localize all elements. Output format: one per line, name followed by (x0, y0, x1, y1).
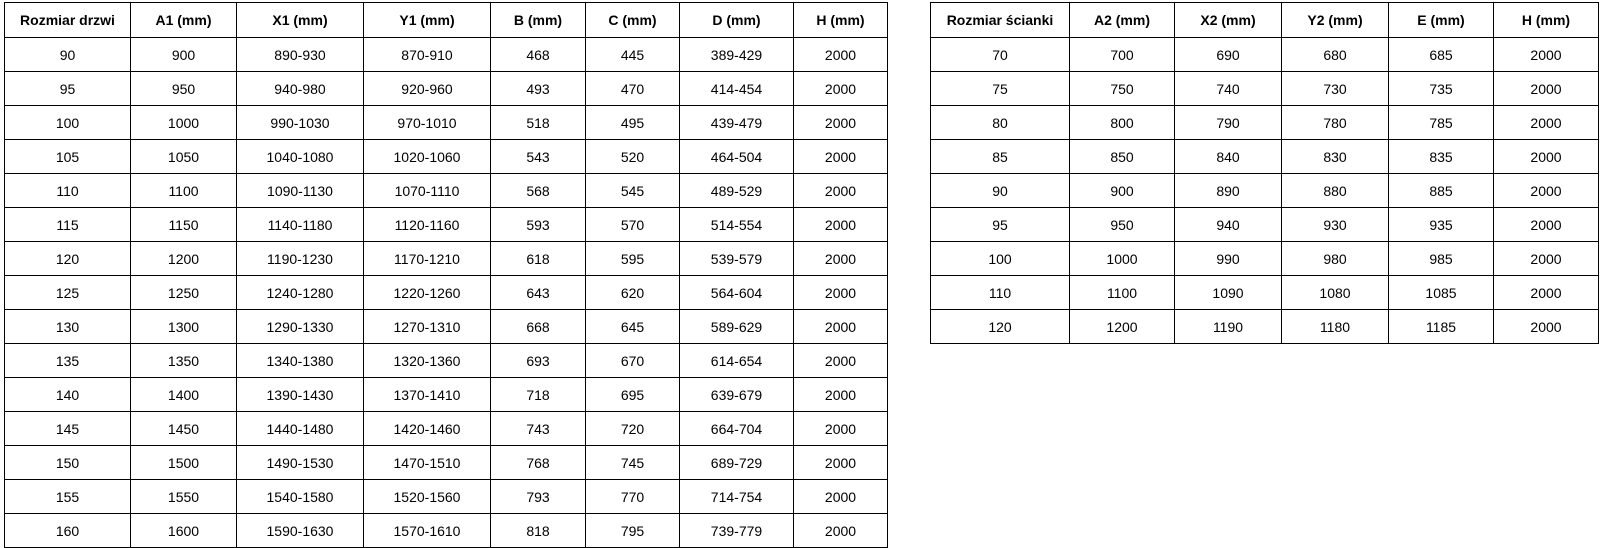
walls-cell: 840 (1175, 140, 1282, 174)
table-row (931, 242, 1599, 276)
walls-cell: 885 (1389, 174, 1494, 208)
doors-cell: 1320-1360 (364, 344, 491, 378)
doors-cell: 2000 (794, 106, 888, 140)
doors-table-body (5, 38, 888, 548)
doors-cell: 1390-1430 (237, 378, 364, 412)
walls-column-header: E (mm) (1389, 3, 1494, 38)
doors-cell: 1020-1060 (364, 140, 491, 174)
table-row (5, 276, 888, 310)
doors-cell: 1500 (131, 446, 237, 480)
doors-cell: 743 (491, 412, 586, 446)
doors-column-header: X1 (mm) (237, 3, 364, 38)
walls-cell: 740 (1175, 72, 1282, 106)
doors-column-header: C (mm) (586, 3, 680, 38)
doors-cell: 1590-1630 (237, 514, 364, 548)
walls-cell: 1090 (1175, 276, 1282, 310)
doors-cell: 1190-1230 (237, 242, 364, 276)
doors-cell: 695 (586, 378, 680, 412)
doors-cell: 2000 (794, 38, 888, 72)
walls-cell: 890 (1175, 174, 1282, 208)
walls-column-header: X2 (mm) (1175, 3, 1282, 38)
walls-cell: 2000 (1494, 174, 1599, 208)
doors-cell: 1370-1410 (364, 378, 491, 412)
walls-cell: 1200 (1070, 310, 1175, 344)
walls-cell: 930 (1282, 208, 1389, 242)
table-row (931, 276, 1599, 310)
doors-cell: 1090-1130 (237, 174, 364, 208)
walls-dimensions-table (930, 2, 1599, 344)
doors-cell: 468 (491, 38, 586, 72)
walls-cell: 985 (1389, 242, 1494, 276)
doors-column-header: D (mm) (680, 3, 794, 38)
doors-cell: 620 (586, 276, 680, 310)
doors-cell: 940-980 (237, 72, 364, 106)
doors-cell: 489-529 (680, 174, 794, 208)
doors-cell: 495 (586, 106, 680, 140)
doors-column-header: Y1 (mm) (364, 3, 491, 38)
table-header-row (931, 3, 1599, 38)
table-row (5, 446, 888, 480)
doors-cell: 1240-1280 (237, 276, 364, 310)
doors-cell: 745 (586, 446, 680, 480)
table-row (5, 174, 888, 208)
doors-cell: 100 (5, 106, 131, 140)
doors-cell: 135 (5, 344, 131, 378)
doors-cell: 1140-1180 (237, 208, 364, 242)
walls-column-header: Rozmiar ścianki (931, 3, 1070, 38)
doors-cell: 1200 (131, 242, 237, 276)
walls-cell: 2000 (1494, 38, 1599, 72)
doors-cell: 2000 (794, 140, 888, 174)
doors-cell: 900 (131, 38, 237, 72)
doors-cell: 140 (5, 378, 131, 412)
doors-cell: 1070-1110 (364, 174, 491, 208)
doors-cell: 639-679 (680, 378, 794, 412)
doors-cell: 130 (5, 310, 131, 344)
doors-cell: 160 (5, 514, 131, 548)
walls-column-header: A2 (mm) (1070, 3, 1175, 38)
table-header-row (5, 3, 888, 38)
doors-cell: 155 (5, 480, 131, 514)
walls-cell: 735 (1389, 72, 1494, 106)
doors-cell: 714-754 (680, 480, 794, 514)
doors-cell: 1150 (131, 208, 237, 242)
doors-cell: 564-604 (680, 276, 794, 310)
doors-cell: 890-930 (237, 38, 364, 72)
doors-cell: 470 (586, 72, 680, 106)
walls-cell: 780 (1282, 106, 1389, 140)
doors-cell: 95 (5, 72, 131, 106)
doors-cell: 120 (5, 242, 131, 276)
doors-cell: 1400 (131, 378, 237, 412)
walls-cell: 1080 (1282, 276, 1389, 310)
walls-cell: 980 (1282, 242, 1389, 276)
doors-cell: 1490-1530 (237, 446, 364, 480)
doors-table-header (5, 3, 888, 38)
doors-cell: 1450 (131, 412, 237, 446)
doors-cell: 768 (491, 446, 586, 480)
doors-cell: 115 (5, 208, 131, 242)
walls-cell: 880 (1282, 174, 1389, 208)
walls-cell: 900 (1070, 174, 1175, 208)
doors-cell: 493 (491, 72, 586, 106)
walls-cell: 2000 (1494, 242, 1599, 276)
doors-cell: 2000 (794, 378, 888, 412)
doors-cell: 464-504 (680, 140, 794, 174)
walls-cell: 1185 (1389, 310, 1494, 344)
doors-cell: 1040-1080 (237, 140, 364, 174)
doors-cell: 2000 (794, 174, 888, 208)
doors-cell: 145 (5, 412, 131, 446)
doors-cell: 1120-1160 (364, 208, 491, 242)
doors-cell: 693 (491, 344, 586, 378)
doors-cell: 1420-1460 (364, 412, 491, 446)
walls-cell: 690 (1175, 38, 1282, 72)
doors-cell: 1220-1260 (364, 276, 491, 310)
table-row (931, 174, 1599, 208)
walls-cell: 990 (1175, 242, 1282, 276)
table-row (5, 412, 888, 446)
doors-cell: 520 (586, 140, 680, 174)
doors-cell: 439-479 (680, 106, 794, 140)
walls-cell: 1190 (1175, 310, 1282, 344)
doors-cell: 2000 (794, 208, 888, 242)
doors-cell: 1520-1560 (364, 480, 491, 514)
doors-column-header: A1 (mm) (131, 3, 237, 38)
doors-cell: 1350 (131, 344, 237, 378)
table-row (5, 72, 888, 106)
walls-table-header (931, 3, 1599, 38)
doors-cell: 818 (491, 514, 586, 548)
doors-column-header: B (mm) (491, 3, 586, 38)
table-row (5, 106, 888, 140)
table-row (931, 106, 1599, 140)
doors-cell: 389-429 (680, 38, 794, 72)
walls-cell: 90 (931, 174, 1070, 208)
walls-cell: 70 (931, 38, 1070, 72)
walls-cell: 835 (1389, 140, 1494, 174)
walls-cell: 1085 (1389, 276, 1494, 310)
doors-column-header: Rozmiar drzwi (5, 3, 131, 38)
walls-cell: 850 (1070, 140, 1175, 174)
doors-cell: 664-704 (680, 412, 794, 446)
walls-cell: 1100 (1070, 276, 1175, 310)
doors-cell: 2000 (794, 276, 888, 310)
doors-cell: 1290-1330 (237, 310, 364, 344)
doors-cell: 1270-1310 (364, 310, 491, 344)
doors-cell: 90 (5, 38, 131, 72)
doors-cell: 110 (5, 174, 131, 208)
doors-cell: 1340-1380 (237, 344, 364, 378)
doors-cell: 920-960 (364, 72, 491, 106)
doors-cell: 2000 (794, 514, 888, 548)
walls-cell: 2000 (1494, 72, 1599, 106)
walls-cell: 785 (1389, 106, 1494, 140)
walls-cell: 2000 (1494, 106, 1599, 140)
doors-cell: 570 (586, 208, 680, 242)
doors-cell: 1250 (131, 276, 237, 310)
table-row (5, 38, 888, 72)
walls-cell: 940 (1175, 208, 1282, 242)
walls-cell: 800 (1070, 106, 1175, 140)
doors-cell: 739-779 (680, 514, 794, 548)
doors-dimensions-table-container (4, 2, 888, 548)
doors-cell: 1570-1610 (364, 514, 491, 548)
walls-cell: 1000 (1070, 242, 1175, 276)
doors-cell: 720 (586, 412, 680, 446)
doors-cell: 970-1010 (364, 106, 491, 140)
table-row (5, 208, 888, 242)
doors-cell: 545 (586, 174, 680, 208)
table-row (5, 480, 888, 514)
table-row (5, 140, 888, 174)
doors-cell: 2000 (794, 412, 888, 446)
table-row (5, 514, 888, 548)
walls-cell: 700 (1070, 38, 1175, 72)
doors-cell: 539-579 (680, 242, 794, 276)
doors-cell: 445 (586, 38, 680, 72)
doors-cell: 645 (586, 310, 680, 344)
doors-cell: 2000 (794, 344, 888, 378)
doors-cell: 689-729 (680, 446, 794, 480)
walls-cell: 680 (1282, 38, 1389, 72)
doors-cell: 568 (491, 174, 586, 208)
doors-cell: 1050 (131, 140, 237, 174)
doors-cell: 614-654 (680, 344, 794, 378)
doors-cell: 1600 (131, 514, 237, 548)
walls-cell: 950 (1070, 208, 1175, 242)
walls-cell: 2000 (1494, 208, 1599, 242)
walls-cell: 2000 (1494, 140, 1599, 174)
doors-cell: 125 (5, 276, 131, 310)
walls-cell: 935 (1389, 208, 1494, 242)
doors-cell: 1100 (131, 174, 237, 208)
doors-cell: 1300 (131, 310, 237, 344)
doors-cell: 618 (491, 242, 586, 276)
walls-cell: 2000 (1494, 276, 1599, 310)
doors-cell: 950 (131, 72, 237, 106)
table-row (931, 72, 1599, 106)
walls-cell: 2000 (1494, 310, 1599, 344)
doors-cell: 718 (491, 378, 586, 412)
walls-cell: 1180 (1282, 310, 1389, 344)
doors-cell: 2000 (794, 480, 888, 514)
doors-column-header: H (mm) (794, 3, 888, 38)
walls-cell: 80 (931, 106, 1070, 140)
table-row (5, 378, 888, 412)
doors-cell: 595 (586, 242, 680, 276)
doors-cell: 870-910 (364, 38, 491, 72)
doors-cell: 643 (491, 276, 586, 310)
table-row (5, 242, 888, 276)
walls-column-header: Y2 (mm) (1282, 3, 1389, 38)
walls-cell: 120 (931, 310, 1070, 344)
walls-cell: 85 (931, 140, 1070, 174)
walls-cell: 100 (931, 242, 1070, 276)
walls-cell: 750 (1070, 72, 1175, 106)
walls-cell: 685 (1389, 38, 1494, 72)
doors-dimensions-table (4, 2, 888, 548)
table-row (931, 38, 1599, 72)
doors-cell: 543 (491, 140, 586, 174)
doors-cell: 770 (586, 480, 680, 514)
doors-cell: 1540-1580 (237, 480, 364, 514)
doors-cell: 670 (586, 344, 680, 378)
doors-cell: 105 (5, 140, 131, 174)
doors-cell: 593 (491, 208, 586, 242)
doors-cell: 1170-1210 (364, 242, 491, 276)
doors-cell: 150 (5, 446, 131, 480)
doors-cell: 589-629 (680, 310, 794, 344)
walls-cell: 75 (931, 72, 1070, 106)
doors-cell: 793 (491, 480, 586, 514)
doors-cell: 2000 (794, 446, 888, 480)
table-row (5, 344, 888, 378)
doors-cell: 990-1030 (237, 106, 364, 140)
walls-cell: 730 (1282, 72, 1389, 106)
walls-table-body (931, 38, 1599, 344)
walls-cell: 830 (1282, 140, 1389, 174)
doors-cell: 518 (491, 106, 586, 140)
walls-dimensions-table-container (930, 2, 1599, 344)
doors-cell: 514-554 (680, 208, 794, 242)
doors-cell: 2000 (794, 72, 888, 106)
table-row (931, 140, 1599, 174)
table-row (931, 208, 1599, 242)
walls-cell: 95 (931, 208, 1070, 242)
doors-cell: 1470-1510 (364, 446, 491, 480)
doors-cell: 2000 (794, 242, 888, 276)
walls-cell: 790 (1175, 106, 1282, 140)
walls-column-header: H (mm) (1494, 3, 1599, 38)
doors-cell: 668 (491, 310, 586, 344)
doors-cell: 795 (586, 514, 680, 548)
doors-cell: 1550 (131, 480, 237, 514)
table-row (931, 310, 1599, 344)
doors-cell: 1000 (131, 106, 237, 140)
doors-cell: 414-454 (680, 72, 794, 106)
doors-cell: 1440-1480 (237, 412, 364, 446)
table-row (5, 310, 888, 344)
walls-cell: 110 (931, 276, 1070, 310)
doors-cell: 2000 (794, 310, 888, 344)
